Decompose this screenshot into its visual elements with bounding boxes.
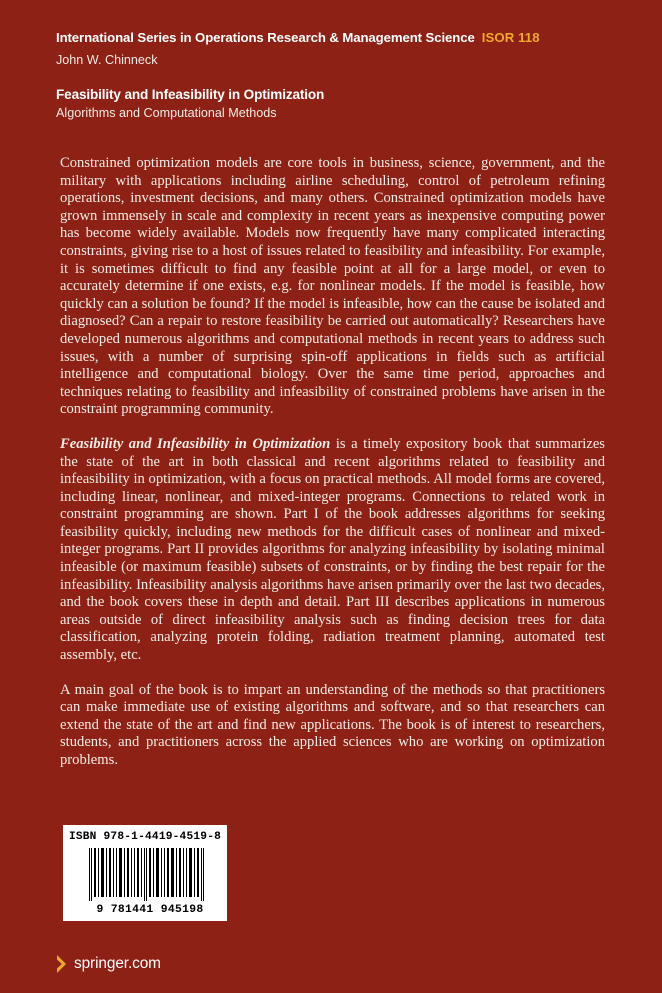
blurb-text-block <box>60 155 605 770</box>
page-subtitle: Algorithms and Computational Methods <box>56 105 277 120</box>
series-code-badge: ISOR 118 <box>481 30 540 45</box>
springer-url-label: springer.com <box>74 955 161 973</box>
blurb-paragraph-2 <box>60 436 605 665</box>
series-title: International Series in Operations Research & Management Science <box>56 30 475 45</box>
series-line <box>56 30 608 46</box>
ean-digits: 9 781441 945198 <box>96 904 204 916</box>
barcode-bars-icon <box>89 848 205 901</box>
blurb-paragraph-1: Constrained optimization models are core tools in business, science, government, and the military with applications including airline scheduling, control of petroleum refining operations, investment decisions, and many others. Constrained optimization models have grown immensely in scale and complexity in recent years as inexpensive computing power has become widely available. Models now frequently have many complicated interacting constraints, giving rise to a host of issues related to feasibility and infeasibility. For example, it is sometimes difficult to find any feasible point at all for a large model, or even to accurately determine if one exists, e.g. for nonlinear models. If the model is feasible, how quickly can a solution be found? If the model is infeasible, how can the cause be isolated and diagnosed? Can a repair to restore feasibility be carried out automatically? Researchers have developed numerous algorithms and computational methods in recent years to address such issues, with a number of surprising spin-off applications in fields such as artificial intelligence and computational biology. Over the same time period, approaches and techniques relating to feasibility and infeasibility of constrained problems have arisen in the constraint programming community. <box>60 155 605 418</box>
blurb-paragraph-2-body: is a timely expository book that summarizes the state of the art in both classical and recent algorithms related to feasibility and infeasibility in optimization, with a focus on practical methods. All model forms are covered, including linear, nonlinear, and mixed-integer programs. Connections to related work in constraint programming are shown. Part I of the book addresses algorithms for seeking feasibility quickly, including new methods for the difficult cases of nonlinear and mixed-integer programs. Part II provides algorithms for analyzing infeasibility by isolating minimal infeasible (or maximum feasible) subsets of constraints, or by finding the best repair for the infeasibility. Infeasibility analysis algorithms have arisen primarily over the last two decades, and the book covers these in depth and detail. Part III describes applications in numerous areas outside of direct infeasibility analysis such as finding decision trees for data classification, analyzing protein folding, radiation treatment planning, automated test assembly, etc. <box>60 435 605 664</box>
springer-logo[interactable] <box>56 955 161 973</box>
chevron-right-icon <box>56 955 67 973</box>
isbn-label: ISBN 978-1-4419-4519-8 <box>68 831 222 843</box>
cover-header <box>56 30 608 121</box>
page-title: Feasibility and Infeasibility in Optimization <box>56 86 325 102</box>
blurb-paragraph-3: A main goal of the book is to impart an understanding of the methods so that practitioners can make immediate use of existing algorithms and software, and so that researchers can extend the state of the art and find new applications. The book is of interest to researchers, students, and practitioners across the applied sciences who are working on optimization problems. <box>60 681 605 768</box>
blurb-book-title-emphasis: Feasibility and Infeasibility in Optimization <box>60 435 331 452</box>
author-name: John W. Chinneck <box>56 52 158 67</box>
isbn-barcode-panel <box>63 825 227 921</box>
